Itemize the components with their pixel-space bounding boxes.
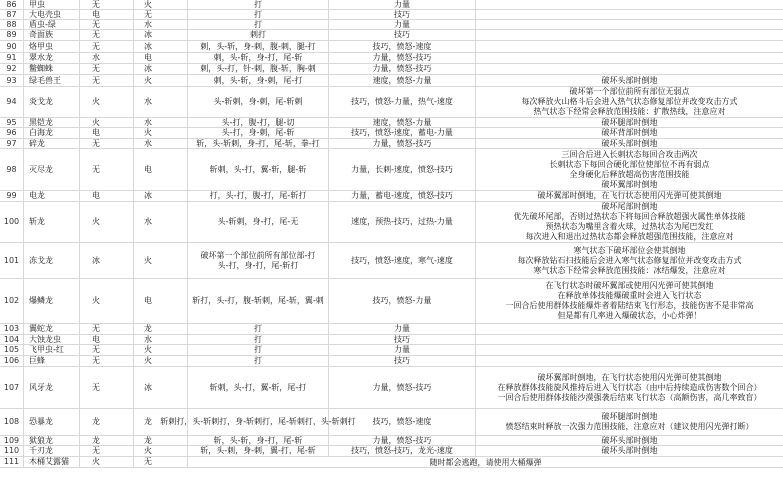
element-weakness: 电 — [134, 53, 188, 63]
table-row — [0, 409, 783, 436]
strategy-notes — [476, 139, 783, 148]
part-weakness-line: 破坏第一个部位前所有部位部-打 — [200, 250, 316, 260]
table-row — [0, 87, 783, 118]
mode-attributes: 技巧，愤怒-速度 — [329, 409, 476, 435]
note-line: 破坏翼部时倒地 — [601, 179, 658, 189]
table-row — [0, 345, 783, 356]
row-number: 98 — [0, 149, 24, 190]
strategy-notes — [476, 243, 783, 278]
table-row — [0, 202, 783, 243]
note-line: 破坏头部时倒地 — [601, 75, 658, 85]
table-row — [0, 10, 783, 20]
strategy-notes — [476, 41, 783, 52]
row-number: 96 — [0, 128, 24, 138]
element-primary: 冰 — [80, 243, 134, 278]
row-number: 101 — [0, 243, 24, 278]
row-number: 109 — [0, 436, 24, 445]
note-line: 每次释放钻石扫技能后会进入寒气状态修复部位并改变攻击方式 — [517, 255, 742, 265]
table-row — [0, 20, 783, 30]
element-weakness: 水 — [134, 335, 188, 344]
row-number: 90 — [0, 41, 24, 52]
note-line: 寒气状态下破坏部位会使其倒地 — [573, 245, 686, 255]
row-number: 87 — [0, 10, 24, 19]
monster-name: 巨蜂 — [24, 356, 80, 366]
table-row — [0, 367, 783, 409]
part-weakness-line: 头-打，身-打，尾-斩打 — [217, 260, 299, 270]
element-weakness: 电 — [134, 279, 188, 323]
element-weakness: 水 — [134, 87, 188, 117]
row-number: 102 — [0, 279, 24, 323]
strategy-notes — [476, 53, 783, 63]
element-weakness: 冰 — [134, 191, 188, 201]
note-line: 破坏头部时倒地 — [601, 138, 658, 148]
strategy-notes — [476, 128, 783, 138]
element-weakness: 冰 — [134, 64, 188, 74]
monster-name: 冻戈龙 — [24, 243, 80, 278]
part-weakness: 刺打 — [188, 30, 329, 40]
element-weakness: 龙 — [134, 409, 188, 435]
table-row — [0, 356, 783, 367]
element-weakness: 冰 — [134, 30, 188, 40]
element-weakness: 水 — [134, 139, 188, 148]
element-weakness: 火 — [134, 356, 188, 366]
monster-name: 斩龙 — [24, 202, 80, 242]
table-row — [0, 324, 783, 335]
part-weakness: 斩，头-斩刺，身-打，尾-斩，拳-打 — [188, 139, 329, 148]
monster-name: 黑铠龙 — [24, 118, 80, 127]
note-line: 热气状态下经常会释放范围技能：扩散热线，注意应对 — [533, 107, 726, 116]
mode-attributes: 速度，愤怒-力量 — [329, 118, 476, 127]
part-weakness: 斩刺，头-打，翼-斩，腿-斩 — [188, 149, 329, 190]
part-weakness: 打 — [188, 0, 329, 9]
strategy-notes — [476, 335, 783, 344]
element-weakness: 电 — [134, 149, 188, 190]
part-weakness: 打，头-打，腹-打，尾-斩打 — [188, 191, 329, 201]
element-primary: 无 — [80, 345, 134, 355]
element-primary: 无 — [80, 149, 134, 190]
mode-attributes: 力量 — [329, 20, 476, 29]
element-primary: 水 — [80, 53, 134, 63]
strategy-notes — [476, 149, 783, 190]
note-line: 全身硬化后释放超高伤害范围技能 — [569, 169, 690, 179]
monster-name: 炎戈龙 — [24, 87, 80, 117]
mode-attributes: 技巧 — [329, 30, 476, 40]
monster-name: 鳖蜘蛛 — [24, 64, 80, 74]
strategy-notes — [476, 75, 783, 86]
part-weakness: 斩刺打，头-斩刺打，身-斩刺打，尾-斩刺打，头-斩刺打 — [188, 409, 329, 435]
table-row — [0, 335, 783, 345]
mode-attributes: 技巧，愤怒-速度 — [329, 41, 476, 52]
note-line: 寒气状态下经常会释放范围技能：冰结爆发，注意应对 — [533, 265, 726, 275]
monster-name: 飞甲虫-红 — [24, 345, 80, 355]
part-weakness: 头-打，腹-打，腿-切 — [188, 118, 329, 127]
note-line: 一回合后使用群体技能爆炸者着陆结束飞行形态，技能伤害不是非常高 — [505, 301, 754, 310]
monster-name: 恐暴龙 — [24, 409, 80, 435]
mode-attributes: 力量，蓄电-速度，愤怒-技巧 — [329, 191, 476, 201]
element-primary: 火 — [80, 87, 134, 117]
note-line: 破坏背部时倒地 — [601, 128, 658, 137]
note-line: 破坏翼部时倒地，在飞行状态使用闪光弹可使其倒地 — [537, 372, 722, 382]
mode-attributes: 速度，预热-技巧，过热-力量 — [329, 202, 476, 242]
part-weakness: 斩，头-斩，身-打，尾-斩 — [188, 436, 329, 445]
note-line: 破坏翼部时倒地，在飞行状态使用闪光弹可使其倒地 — [537, 191, 722, 200]
element-primary: 火 — [80, 118, 134, 127]
note-line: 预热状态为嘴里含着火球，过热状态为尾巴发红 — [545, 222, 714, 231]
row-number: 89 — [0, 30, 24, 40]
row-number: 100 — [0, 202, 24, 242]
element-weakness: 火 — [134, 0, 188, 9]
monster-name: 奇面族 — [24, 30, 80, 40]
mode-attributes: 力量 — [329, 324, 476, 334]
table-row — [0, 53, 783, 64]
table-row — [0, 191, 783, 202]
part-weakness: 打 — [188, 10, 329, 19]
element-primary: 无 — [80, 64, 134, 74]
table-row — [0, 457, 783, 468]
monster-name: 甲虫 — [24, 0, 80, 9]
monster-name: 电龙 — [24, 191, 80, 201]
monster-name: 白海龙 — [24, 128, 80, 138]
table-row — [0, 139, 783, 149]
part-weakness: 打 — [188, 324, 329, 334]
row-number: 108 — [0, 409, 24, 435]
note-line: 在释放群体技能旋风推持后进入飞行状态（由中后持续造成伤害数个回合） — [497, 382, 762, 392]
mode-attributes: 技巧 — [329, 356, 476, 366]
row-number: 92 — [0, 64, 24, 74]
monster-name: 大电壳虫 — [24, 10, 80, 19]
part-weakness — [188, 243, 329, 278]
element-weakness: 火 — [134, 345, 188, 355]
note-line: 长刺状态下每回合硬化部位使部位不再有弱点 — [549, 159, 710, 169]
mode-attributes: 力量，愤怒-技巧 — [329, 367, 476, 408]
element-primary: 火 — [80, 457, 134, 467]
note-line: 破坏头部时倒地 — [601, 435, 658, 445]
monster-name: 木桶艾露猫 — [24, 457, 80, 467]
mode-attributes: 力量，愤怒-技巧 — [329, 64, 476, 74]
row-number: 91 — [0, 53, 24, 63]
element-weakness: 火 — [134, 128, 188, 138]
strategy-notes — [476, 356, 783, 366]
monster-name: 灭尽龙 — [24, 149, 80, 190]
mode-attributes: 技巧，愤怒-速度，寒气-速度 — [329, 243, 476, 278]
row-number: 93 — [0, 75, 24, 86]
table-row — [0, 436, 783, 446]
monster-name: 爆鳞龙 — [24, 279, 80, 323]
monster-name: 烙甲虫 — [24, 41, 80, 52]
strategy-notes — [476, 446, 783, 456]
mode-attributes: 力量 — [329, 345, 476, 355]
part-weakness: 打 — [188, 356, 329, 366]
strategy-notes — [476, 10, 783, 19]
mode-attributes: 技巧，愤怒-速度，蓄电-力量 — [329, 128, 476, 138]
element-primary: 无 — [80, 367, 134, 408]
element-primary: 火 — [80, 202, 134, 242]
element-weakness: 火 — [134, 243, 188, 278]
element-primary: 无 — [80, 356, 134, 366]
row-number: 107 — [0, 367, 24, 408]
mode-attributes: 技巧，愤怒-技巧，龙光-速度 — [329, 446, 476, 456]
element-weakness: 水 — [134, 202, 188, 242]
mode-attributes: 力量，愤怒-技巧 — [329, 436, 476, 445]
strategy-notes — [476, 118, 783, 127]
element-primary: 电 — [80, 10, 134, 19]
note-line: 破坏头部时倒地 — [601, 446, 658, 455]
strategy-notes — [476, 64, 783, 74]
part-weakness: 打 — [188, 335, 329, 344]
row-number: 97 — [0, 139, 24, 148]
mode-attributes: 力量，愤怒-技巧 — [329, 139, 476, 148]
table-row — [0, 279, 783, 324]
part-weakness: 打 — [188, 20, 329, 29]
strategy-notes — [476, 0, 783, 9]
row-number: 103 — [0, 324, 24, 334]
part-weakness: 刺，头-斩，身-刺，尾-打 — [188, 75, 329, 86]
element-primary: 无 — [80, 30, 134, 40]
monster-name: 翼蛇龙 — [24, 324, 80, 334]
mode-attributes: 速度，愤怒-力量 — [329, 75, 476, 86]
mode-attributes: 技巧，愤怒-力量，热气-速度 — [329, 87, 476, 117]
note-line: 三回合后进入长刺状态每回合攻击两次 — [561, 149, 698, 159]
row-number: 110 — [0, 446, 24, 456]
part-weakness: 斩刺，头-打，翼-斩，尾-打 — [188, 367, 329, 408]
part-weakness: 斩，头-刺，身-刺，翼-打，尾-斩 — [188, 446, 329, 456]
note-line: 破坏第一个部位前所有部位无弱点 — [569, 87, 690, 96]
strategy-notes — [476, 367, 783, 408]
mode-attributes: 力量，愤怒-技巧 — [329, 53, 476, 63]
part-weakness: 斩打，头-打，腹-斩刺，尾-斩，翼-刺 — [188, 279, 329, 323]
note-line: 每次释放火山格斗后会进入热气状态修复部位并改变攻击方式 — [521, 97, 738, 106]
mode-attributes: 技巧，愤怒-力量 — [329, 279, 476, 323]
monster-name: 盾虫-绿 — [24, 20, 80, 29]
part-weakness: 打 — [188, 345, 329, 355]
part-weakness: 刺，头-斩，身-刺，腹-刺，腿-打 — [188, 41, 329, 52]
table-row — [0, 149, 783, 191]
note-line: 每次进入和退出过热状态都会释放超强范围技能，注意应对 — [525, 232, 734, 241]
mode-attributes: 技巧 — [329, 10, 476, 19]
part-weakness: 刺，头-打，针-刺，腹-斩，胸-刺 — [188, 64, 329, 74]
note-line: 在释放单体技能爆破重时会进入飞行状态 — [557, 291, 702, 300]
element-primary: 电 — [80, 128, 134, 138]
monster-name: 狱狼龙 — [24, 436, 80, 445]
element-primary: 无 — [80, 75, 134, 86]
row-number: 105 — [0, 345, 24, 355]
element-primary: 无 — [80, 41, 134, 52]
element-primary: 无 — [80, 0, 134, 9]
part-weakness: 头-斩刺，身-打，尾-无 — [188, 202, 329, 242]
table-row — [0, 118, 783, 128]
note-line: 优先破坏尾部，否则过热状态下将每回合释放超强火属性单体技能 — [513, 212, 746, 221]
monster-name: 碎龙 — [24, 139, 80, 148]
element-primary: 火 — [80, 279, 134, 323]
element-weakness: 水 — [134, 118, 188, 127]
element-weakness: 无 — [134, 457, 188, 467]
monster-name: 千刃龙 — [24, 446, 80, 456]
monster-name: 大蚀龙虫 — [24, 335, 80, 344]
element-primary: 无 — [80, 139, 134, 148]
note-line: 愤怒结束时释放一次强力范围技能，注意应对（建议使用闪光弹打断） — [505, 422, 754, 431]
mode-attributes: 力量，长刺-速度，愤怒-技巧 — [329, 149, 476, 190]
element-primary: 无 — [80, 446, 134, 456]
strategy-notes — [476, 345, 783, 355]
row-number: 106 — [0, 356, 24, 366]
row-number: 94 — [0, 87, 24, 117]
monster-name: 绿毛兽王 — [24, 75, 80, 86]
element-primary: 电 — [80, 335, 134, 344]
table-row — [0, 446, 783, 457]
note-line: 破坏腿部时倒地 — [601, 412, 658, 421]
table-row — [0, 64, 783, 75]
table-row — [0, 0, 783, 10]
element-weakness: 龙 — [134, 436, 188, 445]
strategy-notes — [476, 191, 783, 201]
part-weakness: 刺，头-斩，身-打，尾-斩 — [188, 53, 329, 63]
row-number: 111 — [0, 457, 24, 467]
table-row — [0, 243, 783, 279]
mode-attributes: 力量 — [329, 0, 476, 9]
merged-note: 随时都会逃跑，请使用大桶爆弹 — [429, 457, 542, 467]
strategy-notes — [476, 436, 783, 445]
table-row — [0, 41, 783, 53]
element-primary: 无 — [80, 20, 134, 29]
strategy-notes — [476, 279, 783, 323]
strategy-notes — [476, 202, 783, 242]
note-line: 破坏腿部时倒地 — [601, 117, 658, 127]
part-weakness: 头-打，身-刺，尾-斩 — [188, 128, 329, 138]
row-number: 99 — [0, 191, 24, 201]
element-weakness: 冰 — [134, 367, 188, 408]
note-line: 在飞行状态时破坏翼部或使用闪光弹可使其倒地 — [545, 281, 714, 290]
strategy-notes — [476, 87, 783, 117]
element-weakness: 水 — [134, 20, 188, 29]
element-primary: 龙 — [80, 436, 134, 445]
strategy-notes — [476, 20, 783, 29]
note-line: 一回合后使用群体技能沙漠强袭后结束飞行状态（高额伤害，高几率致盲） — [497, 392, 762, 402]
monster-name: 翠水龙 — [24, 53, 80, 63]
element-primary: 电 — [80, 191, 134, 201]
row-number: 86 — [0, 0, 24, 9]
strategy-notes — [476, 409, 783, 435]
element-weakness: 冰 — [134, 41, 188, 52]
row-number: 95 — [0, 118, 24, 127]
element-weakness: 无 — [134, 10, 188, 19]
element-primary: 龙 — [80, 409, 134, 435]
table-row — [0, 128, 783, 139]
element-weakness: 龙 — [134, 324, 188, 334]
note-line: 破坏尾部时倒地 — [601, 202, 658, 211]
element-primary: 无 — [80, 324, 134, 334]
row-number: 104 — [0, 335, 24, 344]
table-row — [0, 30, 783, 41]
row-number: 88 — [0, 20, 24, 29]
monster-name: 风牙龙 — [24, 367, 80, 408]
note-line: 但是都有几率进入爆破状态，小心炸弹！ — [557, 311, 702, 320]
table-row — [0, 75, 783, 87]
strategy-notes — [476, 324, 783, 334]
part-weakness: 头-斩刺，身-刺，尾-斩刺 — [188, 87, 329, 117]
element-weakness: 火 — [134, 75, 188, 86]
mode-attributes: 技巧 — [329, 335, 476, 344]
element-weakness: 火 — [134, 446, 188, 456]
strategy-notes — [476, 30, 783, 40]
